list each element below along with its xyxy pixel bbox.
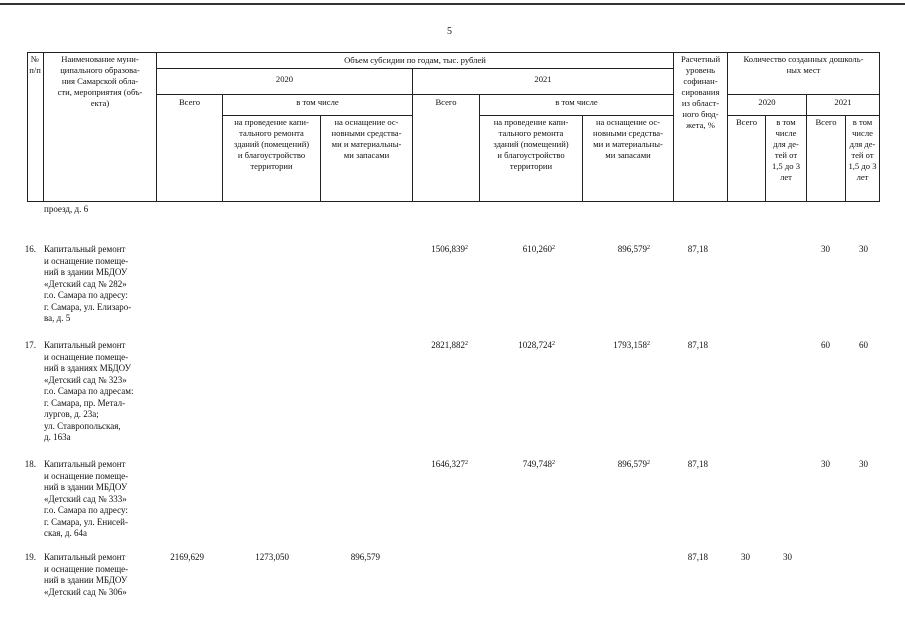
cell-places-2021-sub: 30: [859, 459, 868, 469]
cell-equip-2021: 896,579$^2$: [617, 459, 650, 469]
header-2021-incl: в том числе: [555, 97, 598, 107]
cell-places-2020-total: 30: [741, 552, 750, 562]
header-places-2020: 2020: [758, 97, 776, 107]
continuation-text: проезд, д. 6: [44, 204, 89, 214]
hline-places-years: [727, 115, 880, 116]
hline-incl-2020: [222, 115, 412, 116]
cell-repair-2021: 610,260$^2$: [522, 244, 555, 254]
row-name: Капитальный ремонт и оснащение помеще- ний в здании МБДОУ «Детский сад № 282» г.о. Самара по адресу: г. Самара, ул. Елизаро- ва, д. 5: [44, 244, 132, 323]
header-places-2021-total: Всего: [815, 117, 837, 127]
hline-subsidy-title: [156, 68, 673, 69]
header-2020-incl: в том числе: [296, 97, 339, 107]
cell-total-2021: 2821,882$^2$: [431, 340, 468, 350]
page-number: 5: [447, 26, 452, 37]
row-index: 17.: [24, 340, 36, 350]
cell-cofin-rate: 87,18: [687, 340, 708, 350]
header-2020-total: Всего: [178, 97, 201, 107]
header-places-2020-sub: в том числе для де- тей от 1,5 до 3 лет: [771, 117, 800, 182]
cell-repair-2021: 1028,724$^2$: [518, 340, 555, 350]
cell-places-2021-total: 30: [821, 244, 830, 254]
header-places-2021-sub: в том числе для де- тей от 1,5 до 3 лет: [848, 117, 877, 182]
header-bottom-rule: [27, 201, 880, 202]
row-index: 16.: [24, 244, 36, 254]
header-no: № п/п: [29, 54, 41, 75]
cell-places-2021-total: 30: [821, 459, 830, 469]
row-name: Капитальный ремонт и оснащение помеще- ний в здании МБДОУ «Детский сад № 333» г.о. Самара по адресу: г. Самара, ул. Енисей- ская, д. 64а: [44, 459, 129, 538]
hline-places-title: [727, 94, 880, 95]
cell-equip-2020: 896,579: [350, 552, 380, 562]
header-places-2020-total: Всего: [735, 117, 758, 127]
hline-years: [156, 94, 673, 95]
header-year-2021: 2021: [534, 74, 552, 84]
row-name: Капитальный ремонт и оснащение помеще- ний в зданиях МБДОУ «Детский сад № 323» г.о. Самара по адресам: г. Самара, пр. Метал- лургов, д. 23а; ул. Ставропольская, д. 163а: [44, 340, 134, 442]
header-places-title: Количество созданных дошколь- ных мест: [743, 54, 864, 75]
vline-year-split: [412, 68, 413, 202]
header-2021-repair: на проведение капи- тального ремонта зданий (помещений) и благоустройство территории: [493, 117, 569, 171]
header-subsidy-title: Объем субсидии по годам, тыс. рублей: [344, 55, 486, 65]
cell-places-2021-total: 60: [821, 340, 830, 350]
header-right-rule: [879, 52, 880, 202]
cell-places-2020-sub: 30: [783, 552, 792, 562]
row-index: 18.: [24, 459, 36, 469]
cell-cofin-rate: 87,18: [687, 244, 708, 254]
top-border-line: [0, 3, 905, 5]
cell-cofin-rate: 87,18: [687, 459, 708, 469]
vline-places-years: [806, 94, 807, 202]
row-name: Капитальный ремонт и оснащение помеще- ний в здании МБДОУ «Детский сад № 306»: [44, 552, 129, 597]
header-year-2020: 2020: [275, 74, 294, 84]
header-name: Наименование муни- ципального образова- ния Самарской обла- сти, мероприятия (объ- екта): [57, 54, 143, 108]
cell-places-2021-sub: 60: [859, 340, 868, 350]
header-cofin-rate: Расчетный уровень софинан- сирования из област- ного бюд- жета, %: [680, 54, 721, 130]
cell-total-2021: 1506,839$^2$: [431, 244, 468, 254]
cell-total-2021: 1646,327$^2$: [431, 459, 468, 469]
cell-repair-2020: 1273,050: [255, 552, 289, 562]
header-top-rule: [27, 52, 880, 53]
cell-equip-2021: 896,579$^2$: [617, 244, 650, 254]
table-header: [27, 52, 880, 202]
header-2020-repair: на проведение капи- тального ремонта зданий (помещений) и благоустройство территории: [233, 117, 310, 171]
header-places-2021: 2021: [834, 97, 852, 107]
row-index: 19.: [24, 552, 36, 562]
header-2021-equip: на оснащение ос- новными средства- ми и материальны- ми запасами: [593, 117, 663, 160]
cell-places-2021-sub: 30: [859, 244, 868, 254]
hline-incl-2021: [479, 115, 673, 116]
cell-total-2020: 2169,629: [170, 552, 204, 562]
cell-repair-2021: 749,748$^2$: [522, 459, 555, 469]
cell-equip-2021: 1793,158$^2$: [613, 340, 650, 350]
header-2020-equip: на оснащение ос- новными средства- ми и материальны- ми запасами: [331, 117, 402, 160]
header-2021-total: Всего: [435, 97, 457, 107]
cell-cofin-rate: 87,18: [687, 552, 708, 562]
